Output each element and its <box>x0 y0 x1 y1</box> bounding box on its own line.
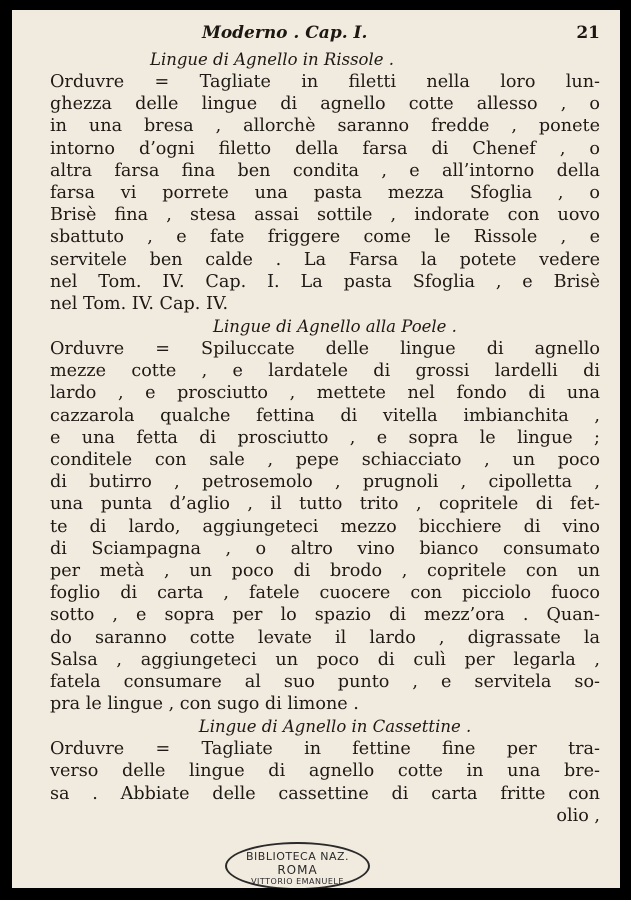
text-line: intorno d’ogni filetto della farsa di Chenef , o <box>50 138 600 159</box>
section-heading: Lingue di Agnello in Cassettine . <box>198 717 472 737</box>
text-line: sbattuto , e fate friggere come le Rissole , e <box>50 227 600 248</box>
text-line: verso delle lingue di agnello cotte in una bre- <box>50 761 600 782</box>
running-title: Moderno . Cap. I. <box>202 23 368 43</box>
text-line: una punta d’aglio , il tutto trito , copritele di fet- <box>50 494 600 515</box>
text-line: do saranno cotte levate il lardo , digrassate la <box>50 627 600 648</box>
text-line: di Sciampagna , o altro vino bianco consumato <box>50 538 600 559</box>
page-number: 21 <box>576 23 600 43</box>
section-heading: Lingue di Agnello alla Poele . <box>213 317 457 337</box>
text-line: servitele ben calde . La Farsa la potete vedere <box>50 249 600 270</box>
text-line: cazzarola qualche fettina di vitella imbianchita , <box>50 405 600 426</box>
text-line: nel Tom. IV. Cap. IV. <box>50 293 229 314</box>
text-line: sa . Abbiate delle cassettine di carta fritte con <box>50 783 600 804</box>
page-header <box>12 23 620 49</box>
text-line: te di lardo, aggiungeteci mezzo bicchiere di vino <box>50 516 600 537</box>
text-line: in una bresa , allorchè saranno fredde , ponete <box>50 116 600 137</box>
stamp-text: ROMA <box>277 863 318 877</box>
text-line: farsa vi porrete una pasta mezza Sfoglia , o <box>50 182 600 203</box>
text-line: nel Tom. IV. Cap. I. La pasta Sfoglia , e Brisè <box>50 271 600 292</box>
stamp-text: BIBLIOTECA NAZ. <box>245 850 350 863</box>
text-line: olio , <box>556 805 600 826</box>
book-page <box>12 10 620 888</box>
library-stamp <box>225 842 370 888</box>
text-line: altra farsa fina ben condita , e all’intorno della <box>50 160 600 181</box>
text-line: di butirro , petrosemolo , prugnoli , cipolletta , <box>50 472 600 493</box>
text-line: e una fetta di prosciutto , e sopra le lingue ; <box>50 427 600 448</box>
text-line: conditele con sale , pepe schiacciato , un poco <box>50 450 600 470</box>
text-line: foglio di carta , fatele cuocere con picciolo fuoco <box>50 583 600 604</box>
text-line: fatela consumare al suo punto , e servitela so- <box>50 671 600 692</box>
text-line: per metà , un poco di brodo , copritele con un <box>50 560 600 581</box>
text-line: sotto , e sopra per lo spazio di mezz’ora . Quan- <box>50 605 600 626</box>
section-heading: Lingue di Agnello in Rissole . <box>150 50 394 69</box>
text-line: lardo , e prosciutto , mettete nel fondo di una <box>50 383 600 404</box>
text-line: Brisè fina , stesa assai sottile , indorate con uovo <box>50 205 600 226</box>
text-line: Orduvre = Tagliate in fettine fine per tra- <box>50 739 600 760</box>
text-line: mezze cotte , e lardatele di grossi lardelli di <box>50 361 600 382</box>
text-line: Orduvre = Spiluccate delle lingue di agnello <box>50 339 600 360</box>
text-line: Salsa , aggiungeteci un poco di culì per legarla , <box>50 649 600 670</box>
text-line: Orduvre = Tagliate in filetti nella loro lun- <box>50 72 600 92</box>
stamp-text: VITTORIO EMANUELE <box>251 877 344 886</box>
text-line: ghezza delle lingue di agnello cotte allesso , o <box>50 94 600 115</box>
body-text <box>50 48 600 827</box>
text-line: pra le lingue , con sugo di limone . <box>50 694 359 715</box>
